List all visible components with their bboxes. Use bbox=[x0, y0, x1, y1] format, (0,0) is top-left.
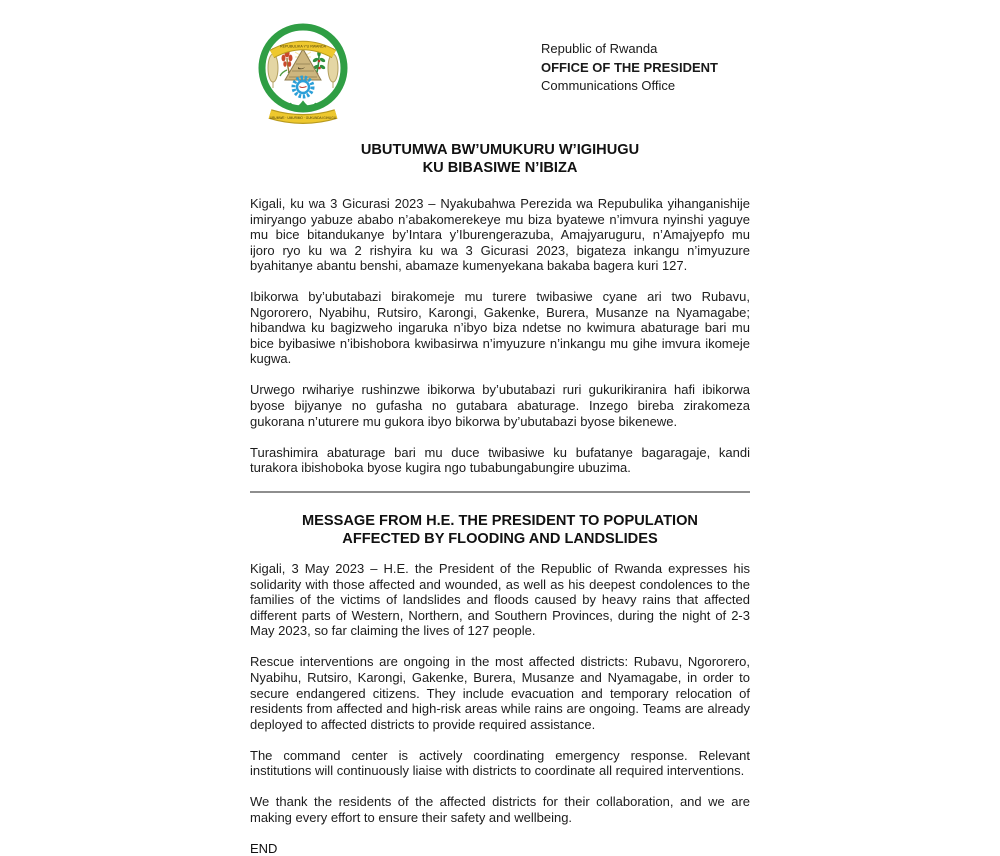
kinyarwanda-paragraph-1: Kigali, ku wa 3 Gicurasi 2023 – Nyakubahwa Perezida wa Repubulika yihanganishije imiryango yabuze ababo n’abakomerekeye mu biza byatewe n’imvura nyinshi yaguye mu bice bitandukanye by’Intara y’Iburengerazuba, Amajyaruguru, n’Amajyepfo mu ijoro ryo ku wa 2 rishyira ku wa 3 Gicurasi 2023, bigateza inkangu n’imyuzure byahitanye abantu benshi, abamaze kumenyekana bakaba bagera kuri 127. bbox=[250, 196, 750, 274]
end-marker: END bbox=[250, 841, 278, 856]
coat-of-arms-icon bbox=[251, 20, 355, 126]
english-paragraph-1: Kigali, 3 May 2023 – H.E. the President of the Republic of Rwanda expresses his solidarity with those affected and wounded, as well as his deepest condolences to the families of the victims of landslides and floods caused by heavy rains that affected different parts of Western, Northern, and Southern Provinces, during the night of 2-3 May 2023, so far claiming the lives of 127 people. bbox=[250, 561, 750, 639]
document-body bbox=[250, 141, 750, 856]
english-paragraph-2: Rescue interventions are ongoing in the most affected districts: Rubavu, Ngororero, Nyabihu, Rutsiro, Karongi, Gakenke, Burera, Musanze and Nyamagabe, in order to secure endangered citizens. They include evacuation and temporary relocation of residents from affected and high-risk areas while rains are ongoing. Teams are already deployed to affected districts to provide required assistance. bbox=[250, 654, 750, 732]
letterhead-office: OFFICE OF THE PRESIDENT bbox=[541, 59, 718, 75]
english-title-line2: AFFECTED BY FLOODING AND LANDSLIDES bbox=[342, 531, 658, 548]
english-paragraph-3: The command center is actively coordinating emergency response. Relevant institutions will continuously liaise with districts to coordinate all required interventions. bbox=[250, 747, 750, 779]
english-paragraph-4: We thank the residents of the affected districts for their collaboration, and we are making every effort to ensure their safety and wellbeing. bbox=[250, 794, 750, 825]
kinyarwanda-paragraph-2: Ibikorwa by’ubutabazi birakomeje mu turere twibasiwe cyane ari two Rubavu, Ngororero, Nyabihu, Rutsiro, Karongi, Gakenke, Burera, Musanze na Nyamagabe; hibandwa ku bagizweho ingaruka n’ibyo biza ndetse no kwimura abaturage bari mu bice byibasiwe n’ibishobora kwibasirwa n’imyuzure n’inkangu mu gihe imvura ikomeje kugwa. bbox=[250, 289, 750, 367]
bottom-banner bbox=[270, 114, 337, 120]
rwanda-coat-of-arms-logo bbox=[251, 20, 355, 126]
kinyarwanda-paragraph-4: Turashimira abaturage bari mu duce twibasiwe ku bufatanye bagaragaje, kandi turakora ibishoboka byose kugira ngo tubabungabungire ubuzima. bbox=[250, 444, 750, 476]
english-title bbox=[250, 512, 750, 548]
kinyarwanda-title-line2: KU BIBASIWE N’IBIZA bbox=[422, 160, 578, 176]
kinyarwanda-paragraph-3: Urwego rwihariye rushinzwe ibikorwa by’ubutabazi ruri gukurikiranira hafi ibikorwa byose bijyanye no gufasha no gutabara abaturage. Inzego bireba zirakomeza gukorana n’uturere mu gukora ibyo bikorwa by’ubutabazi byose bikenewe. bbox=[250, 382, 750, 429]
top-banner-text: REPUBULIKA Y'U RWANDA bbox=[280, 44, 326, 49]
bottom-banner-text: UBUMWE · UMURIMO · GUKUNDA IGIHUGU bbox=[269, 115, 337, 120]
letterhead-department: Communications Office bbox=[541, 78, 676, 93]
english-title-line1: MESSAGE FROM H.E. THE PRESIDENT TO POPULATION bbox=[302, 513, 698, 530]
section-divider bbox=[250, 491, 750, 493]
kinyarwanda-title bbox=[250, 141, 750, 177]
letterhead bbox=[541, 40, 718, 96]
letterhead-country: Republic of Rwanda bbox=[541, 41, 658, 56]
kinyarwanda-title-line1: UBUTUMWA BW’UMUKURU W’IGIHUGU bbox=[360, 142, 640, 158]
